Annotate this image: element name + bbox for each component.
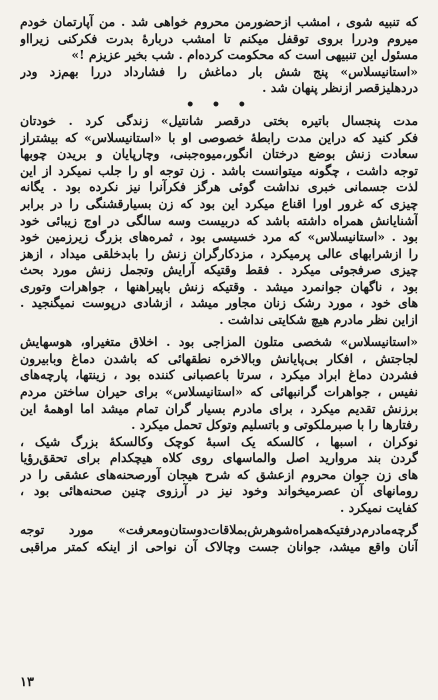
text-line: ازاین نظر مادرم هیچ شکایتی نداشت .	[219, 311, 418, 327]
paragraph-4	[20, 334, 418, 433]
paragraph-2	[20, 64, 418, 97]
text-line: چیزی صرفجوئی میکرد . فقط وقتیکه آرایش وتجمل زنش مورد بحث	[20, 262, 418, 278]
text-line: سعادت زنش بوضع درختان انگور،میوه‌جبنی، وچارپایان و بریدن چوبها	[20, 146, 418, 162]
paragraph-5	[20, 434, 418, 517]
text-line: فکر کنید که دراین مدت رابطهٔ خصوصی او با «استانیسلاس» که بیشتراز	[20, 129, 418, 145]
text-line: های زن جوان محروم ازعشق که شرح هیجان آورصحنه‌های عشقی را در	[20, 466, 418, 482]
text-line: لذت جسمانی خبری نداشت گوئی هرگز فکرآنرا نیز نکرده بود . یگانه	[20, 179, 418, 195]
text-line: نوکران ، اسبها ، کالسکه یک اسبهٔ کوچک وکالسکهٔ بزرگ شیک ،	[20, 433, 418, 449]
text-line: کفایت نمیکرد .	[339, 499, 418, 515]
text-line: رومانهای آن عصرمیخواند وخود نیز در آرزوی چنین صحنه‌هائی بود ،	[20, 483, 418, 499]
text-line: مسئول این تنبیهی است که محکومت کرده‌ام . شب بخیر عزیزم !»	[71, 47, 418, 63]
text-line: دردهلیزقصر ازنظر پنهان شد .	[262, 80, 418, 96]
page-number: ۱۳	[20, 675, 34, 690]
text-line: آنان واقع میشد، جوانان جست وچالاک آن نواحی از اینکه کمتر مراقبی	[20, 538, 418, 554]
paragraph-1	[20, 14, 418, 64]
text-line: گرچه‌مادرم‌درفتیکه‌همراه‌شوهر‌ش‌بملاقات‌دوستان‌و‌معرفت» مورد توجه	[20, 522, 418, 538]
text-line: را ازشرابهای عالی پرمیکرد ، مزدکارگران زنش را بابدخلقی میداد ، ازهز	[20, 245, 418, 261]
text-line: «استانیسلاس» شخصی متلون المزاجی بود . اخلاق متغیراو، هوسهایش	[20, 334, 418, 350]
text-line: بود . «استانیسلاس» که مرد خسیسی بود ، ثمره‌های بزرگ زیرزمین خود	[20, 229, 418, 245]
section-separator: • • •	[185, 96, 253, 113]
text-line: که تنبیه شوی ، امشب ازحضورمن محروم خواهی شد . من آپارتمان خودم	[20, 14, 418, 29]
text-line: نفیس ، جواهرات گرانبهائی که «استانیسلاس» برای حیران ساختن مردم	[20, 384, 418, 400]
text-line: لجاجتش ، افکار بی‌پایانش وبالاخره نطقهائی که باشدن دماغ وبابیرون	[20, 350, 418, 366]
text-line: «استانیسلاس» پنج شش بار دماغش را فشارداد دررا بهم‌زد ودر	[20, 63, 418, 79]
text-line: گردن بند مروارید اصل والماسهای روی کلاه هیچکدام برای تحقق‌رؤیا	[20, 450, 418, 466]
text-line: های خود ، مورد رشک زنان مجاور میشد ، ازشادی درپوست نمیگنجید .	[20, 295, 418, 311]
text-line: چیزی که غرور اورا اقناع میکرد این بود که زن بسیارقشنگی را در برابر	[20, 196, 418, 212]
text-line: بود ، ناگهان جوانمرد میشد . وقتیکه زنش باپیراهنها ، جواهرات وتوری	[20, 278, 418, 294]
paragraph-3	[20, 113, 418, 328]
text-line: مدت پنجسال باتیره بختی درقصر شانتیل» زندگی کرد . خودتان	[20, 113, 418, 129]
text-line: برزنش تقدیم میکرد ، برای مادرم بسیار گران تمام میشد اما اوهمهٔ این	[20, 400, 418, 416]
text-line: توجه داشت ، چگونه میتوانست باشد . زن توجه او را جلب نمیکرد از این	[20, 162, 418, 178]
text-line: آشنایانش همراه داشته باشد که دربیست وسه سالگی در اوج زیبائی خود	[20, 212, 418, 228]
paragraph-6	[20, 522, 418, 555]
text-line: رفتارها را با صبرملکوتی و باتسلیم وتوکل تحمل میکرد .	[131, 417, 418, 433]
text-line: میروم ودررا بروی توقفل میکنم تا امشب دربارهٔ بدرت فکرکنی زیرااو	[20, 30, 418, 46]
text-line: فشردن دماغ ابراد میکرد ، سرتا باعصبانی کننده بود ، زینتها، پارچه‌های	[20, 367, 418, 383]
